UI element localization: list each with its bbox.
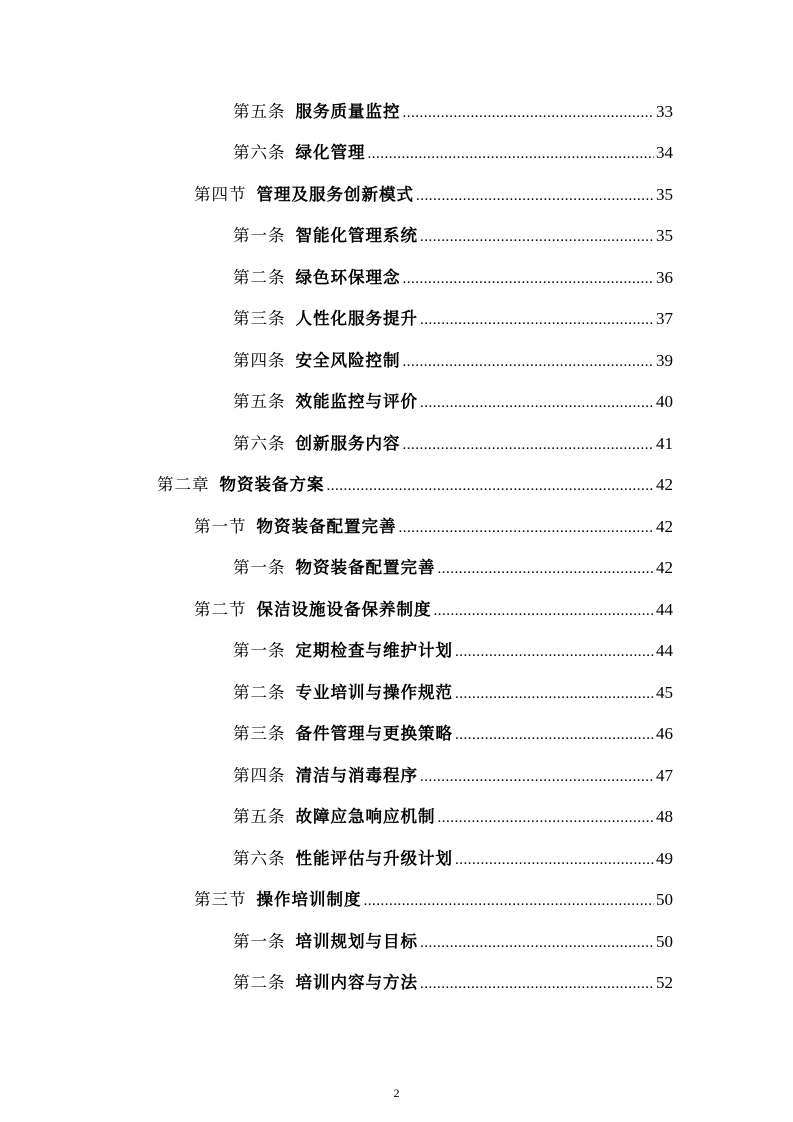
toc-entry-page: 41: [656, 433, 673, 453]
toc-dot-leader: [420, 935, 654, 952]
toc-entry-number: 第五条: [233, 392, 286, 412]
toc-entry-page: 33: [656, 101, 673, 121]
toc-entry-content: [233, 928, 673, 952]
toc-entry-title: 绿化管理: [295, 143, 366, 163]
toc-entry[interactable]: [0, 836, 793, 878]
toc-entry-title: 培训内容与方法: [295, 973, 418, 993]
toc-entry-title: 专业培训与操作规范: [295, 682, 453, 702]
toc-entry-page: 42: [656, 475, 673, 495]
toc-entry-number: 第六条: [233, 143, 286, 163]
toc-dot-leader: [416, 188, 654, 205]
toc-dot-leader: [455, 727, 654, 744]
toc-entry-title: 故障应急响应机制: [295, 807, 436, 827]
toc-entry[interactable]: [0, 421, 793, 463]
toc-entry[interactable]: [0, 919, 793, 961]
toc-dot-leader: [434, 603, 655, 620]
toc-entry-page: 39: [656, 350, 673, 370]
toc-entry[interactable]: [0, 878, 793, 920]
toc-entry-page: 44: [656, 641, 673, 661]
toc-entry-title: 物资装备配置完善: [295, 558, 436, 578]
toc-entry-content: [233, 554, 673, 578]
toc-entry-content: [233, 264, 673, 288]
toc-entry-number: 第五条: [233, 101, 286, 121]
toc-entry-content: [194, 181, 673, 205]
toc-entry-number: 第二条: [233, 682, 286, 702]
toc-entry-number: 第四条: [233, 765, 286, 785]
toc-entry[interactable]: [0, 795, 793, 837]
toc-entry[interactable]: [0, 131, 793, 173]
toc-entry-content: [233, 430, 673, 454]
toc-entry-content: [233, 388, 673, 412]
toc-dot-leader: [455, 644, 654, 661]
toc-entry-number: 第二条: [233, 267, 286, 287]
toc-entry-content: [233, 720, 673, 744]
toc-entry-content: [233, 637, 673, 661]
toc-dot-leader: [403, 354, 655, 371]
toc-entry-title: 创新服务内容: [295, 433, 401, 453]
toc-entry-title: 绿色环保理念: [295, 267, 401, 287]
toc-entry-title: 服务质量监控: [295, 101, 401, 121]
toc-dot-leader: [438, 561, 655, 578]
toc-entry-title: 物资装备配置完善: [256, 516, 397, 536]
toc-entry-page: 35: [656, 184, 673, 204]
toc-entry[interactable]: [0, 546, 793, 588]
toc-dot-leader: [420, 976, 654, 993]
toc-entry-page: 35: [656, 226, 673, 246]
toc-entry[interactable]: [0, 297, 793, 339]
toc-entry[interactable]: [0, 629, 793, 671]
toc-entry-content: [233, 969, 673, 993]
toc-entry-title: 性能评估与升级计划: [295, 848, 453, 868]
toc-entry-page: 42: [656, 558, 673, 578]
toc-entry[interactable]: [0, 338, 793, 380]
toc-entry-number: 第三条: [233, 724, 286, 744]
toc-entry-page: 40: [656, 392, 673, 412]
toc-entry-page: 50: [656, 931, 673, 951]
toc-entry-page: 48: [656, 807, 673, 827]
toc-entry-title: 人性化服务提升: [295, 309, 418, 329]
toc-entry-content: [233, 98, 673, 122]
toc-entry-page: 46: [656, 724, 673, 744]
toc-entry-title: 备件管理与更换策略: [295, 724, 453, 744]
toc-entry-page: 37: [656, 309, 673, 329]
toc-entry-page: 45: [656, 682, 673, 702]
toc-entry[interactable]: [0, 587, 793, 629]
toc-entry-number: 第一节: [194, 516, 247, 536]
toc-entry[interactable]: [0, 255, 793, 297]
toc-entry-content: [233, 845, 673, 869]
toc-dot-leader: [420, 229, 654, 246]
toc-entry-content: [157, 471, 673, 495]
toc-entry-number: 第三节: [194, 890, 247, 910]
toc-entry-number: 第三条: [233, 309, 286, 329]
toc-entry-title: 清洁与消毒程序: [295, 765, 418, 785]
toc-entry-number: 第一条: [233, 641, 286, 661]
toc-entry-title: 安全风险控制: [295, 350, 401, 370]
toc-dot-leader: [403, 437, 655, 454]
toc-entry-page: 36: [656, 267, 673, 287]
toc-entry-title: 定期检查与维护计划: [295, 641, 453, 661]
toc-entry-content: [233, 803, 673, 827]
toc-entry-number: 第四条: [233, 350, 286, 370]
toc-entry-number: 第一条: [233, 558, 286, 578]
toc-entry[interactable]: [0, 504, 793, 546]
toc-entry-title: 操作培训制度: [256, 890, 362, 910]
toc-entry-number: 第六条: [233, 848, 286, 868]
toc-entry-title: 物资装备方案: [219, 475, 325, 495]
page-number: 2: [393, 1086, 400, 1100]
toc-entry-number: 第五条: [233, 807, 286, 827]
toc-entry-content: [194, 596, 673, 620]
toc-entry-number: 第四节: [194, 184, 247, 204]
toc-entry-page: 50: [656, 890, 673, 910]
toc-entry-content: [233, 139, 673, 163]
toc-entry-number: 第二节: [194, 599, 247, 619]
toc-entry-title: 效能监控与评价: [295, 392, 418, 412]
toc-dot-leader: [403, 105, 655, 122]
toc-entry-content: [194, 513, 673, 537]
toc-entry-content: [194, 886, 673, 910]
toc-entry[interactable]: [0, 712, 793, 754]
toc-entry-content: [233, 762, 673, 786]
toc-entry-content: [233, 347, 673, 371]
toc-dot-leader: [327, 478, 655, 495]
table-of-contents: [0, 89, 793, 1002]
toc-entry[interactable]: [0, 961, 793, 1003]
toc-dot-leader: [368, 146, 655, 163]
toc-entry[interactable]: [0, 89, 793, 131]
toc-entry[interactable]: [0, 172, 793, 214]
toc-entry-content: [233, 222, 673, 246]
toc-dot-leader: [399, 520, 655, 537]
toc-entry[interactable]: [0, 670, 793, 712]
toc-entry[interactable]: [0, 214, 793, 256]
toc-entry-number: 第六条: [233, 433, 286, 453]
toc-entry-title: 保洁设施设备保养制度: [256, 599, 432, 619]
toc-entry-content: [233, 679, 673, 703]
toc-entry[interactable]: [0, 753, 793, 795]
toc-dot-leader: [420, 395, 654, 412]
toc-dot-leader: [403, 271, 655, 288]
toc-entry-number: 第二条: [233, 973, 286, 993]
toc-entry-title: 智能化管理系统: [295, 226, 418, 246]
toc-entry-number: 第一条: [233, 226, 286, 246]
toc-dot-leader: [455, 852, 654, 869]
toc-entry-title: 培训规划与目标: [295, 931, 418, 951]
toc-dot-leader: [420, 769, 654, 786]
toc-dot-leader: [420, 312, 654, 329]
toc-entry-page: 34: [656, 143, 673, 163]
toc-dot-leader: [455, 686, 654, 703]
toc-entry[interactable]: [0, 463, 793, 505]
toc-entry-number: 第二章: [157, 475, 210, 495]
toc-entry-number: 第一条: [233, 931, 286, 951]
toc-entry-page: 49: [656, 848, 673, 868]
toc-dot-leader: [364, 893, 655, 910]
toc-entry-page: 44: [656, 599, 673, 619]
toc-entry[interactable]: [0, 380, 793, 422]
toc-entry-page: 42: [656, 516, 673, 536]
toc-entry-title: 管理及服务创新模式: [256, 184, 414, 204]
toc-entry-content: [233, 305, 673, 329]
toc-dot-leader: [438, 810, 655, 827]
toc-entry-page: 47: [656, 765, 673, 785]
toc-entry-page: 52: [656, 973, 673, 993]
